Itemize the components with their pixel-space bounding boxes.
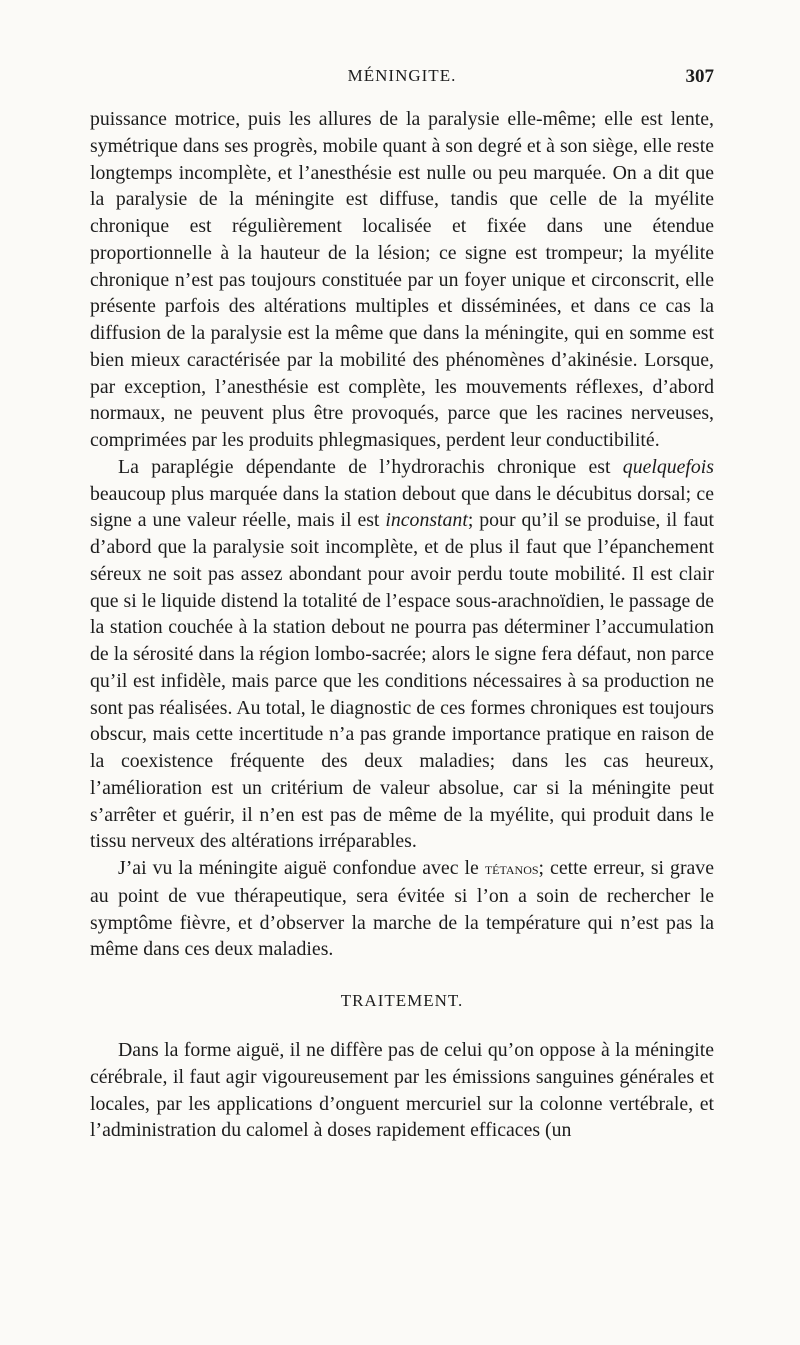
italic-inconstant: inconstant: [385, 509, 468, 532]
italic-quelquefois: quelquefois: [622, 455, 714, 478]
body-text: [90, 106, 714, 1144]
paragraph-4: Dans la forme aiguë, il ne diffère pas de celui qu’on oppose à la méningite cérébrale, il faut agir vigoureusement par les émissions sanguines générales et locales, par les applications d’onguent mercuriel sur la colonne vertébrale, et l’administration du calomel à doses rapidement efficaces (un: [90, 1039, 714, 1142]
paragraph-1: puissance motrice, puis les allures de la paralysie elle-même; elle est lente, symétrique dans ses progrès, mobile quant à son degré et à son siège, elle reste longtemps incomplète, et l’anesthésie est nulle ou peu marquée. On a dit que la paralysie de la méningite est diffuse, tandis que celle de la myélite chronique est régulièrement localisée et fixée dans une étendue proportionnelle à la hauteur de la lésion; ce signe est trompeur; la myélite chronique n’est pas toujours constituée par un foyer unique et circonscrit, elle présente parfois des altérations multiples et disséminées, et dans ce cas la diffusion de la paralysie est la même que dans la méningite, qui en somme est bien mieux caractérisée par la mobilité des phénomènes d’akinésie. Lorsque, par exception, l’anesthésie est complète, les mouvements réflexes, d’abord normaux, ne peuvent plus être provoqués, parce que les racines nerveuses, comprimées par les produits phlegmasiques, perdent leur conductibilité.: [90, 108, 714, 451]
paragraph-2-part-3: ; pour qu’il se produise, il faut d’abord que la paralysie soit incomplète, et de plus il faut que l’épanchement séreux ne soit pas assez abondant pour avoir perdu toute mobilité. Il est clair que si le liquide distend la totalité de l’espace sous-arachnoïdien, le passage de la station couchée à la station debout ne pourra pas déterminer l’accumulation de la sérosité dans la région lombo-sacrée; alors le signe fera défaut, non parce qu’il est infidèle, mais parce que les conditions nécessaires à sa production ne sont pas réalisées. Au total, le diagnostic de ces formes chroniques est toujours obscur, mais cette incertitude n’a pas grande importance pratique en raison de la coexistence fréquente des deux maladies; dans les cas heureux, l’amélioration est un critérium de valeur absolue, car si la méningite peut s’arrêter et guérir, il n’en est pas de même de la myélite, qui produit dans le tissu nerveux des altérations irréparables.: [90, 509, 714, 853]
paragraph-2: [90, 454, 714, 855]
paragraph-3-part-1: J’ai vu la méningite aiguë confondue avec le: [118, 857, 485, 879]
page-number: 307: [685, 66, 714, 87]
page-header: [90, 66, 714, 102]
paragraph-3-part-2: ; cette erreur, si grave au point de vue thérapeutique, sera évitée si l’on a soin de rechercher le symptôme fièvre, et d’observer la marche de la température qui n’est pas la même dans ces deux maladies.: [90, 857, 714, 961]
paragraph-2-part-1: La paraplégie dépendante de l’hydrorachis chronique est: [118, 455, 623, 478]
section-heading: TRAITEMENT.: [340, 991, 464, 1010]
small-caps-tetanos: tétanos: [484, 859, 539, 878]
paragraph-2-part-2: beaucoup plus marquée dans la station debout que dans le décubitus dorsal; ce signe a une valeur réelle, mais il est: [90, 482, 714, 532]
running-title: MÉNINGITE.: [347, 66, 457, 85]
paragraph-3: [90, 855, 714, 963]
